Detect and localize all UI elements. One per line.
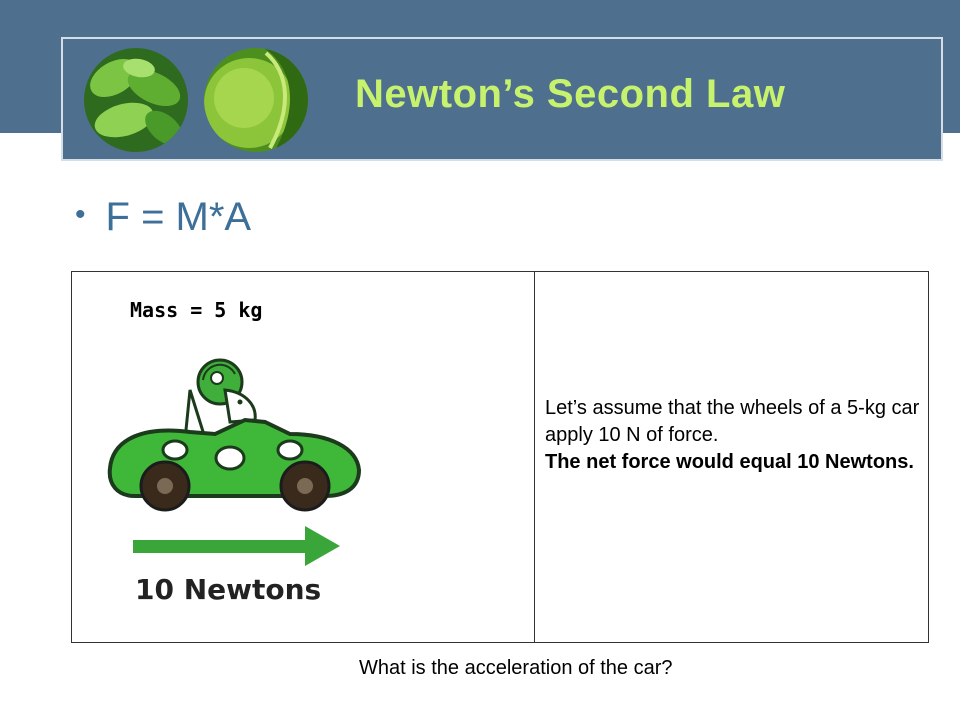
description-cell bbox=[545, 395, 930, 476]
description-text: Let’s assume that the wheels of a 5-kg car apply 10 N of force. bbox=[545, 397, 920, 446]
description-bold-text: The net force would equal 10 Newtons. bbox=[545, 451, 914, 473]
question-text: What is the acceleration of the car? bbox=[359, 657, 673, 679]
leaf-photo-icon bbox=[204, 48, 308, 152]
formula-bullet bbox=[75, 195, 251, 240]
force-label: 10 Newtons bbox=[135, 573, 322, 606]
race-car-icon bbox=[105, 350, 365, 575]
force-arrow-icon bbox=[133, 526, 340, 566]
mass-label: Mass = 5 kg bbox=[130, 298, 263, 322]
table-divider bbox=[534, 271, 535, 643]
car-illustration bbox=[105, 350, 365, 580]
slide-title: Newton’s Second Law bbox=[355, 72, 786, 116]
formula-text: F = M*A bbox=[105, 195, 252, 239]
bullet-marker: • bbox=[75, 198, 86, 231]
leaf-photo-icon bbox=[84, 48, 188, 152]
